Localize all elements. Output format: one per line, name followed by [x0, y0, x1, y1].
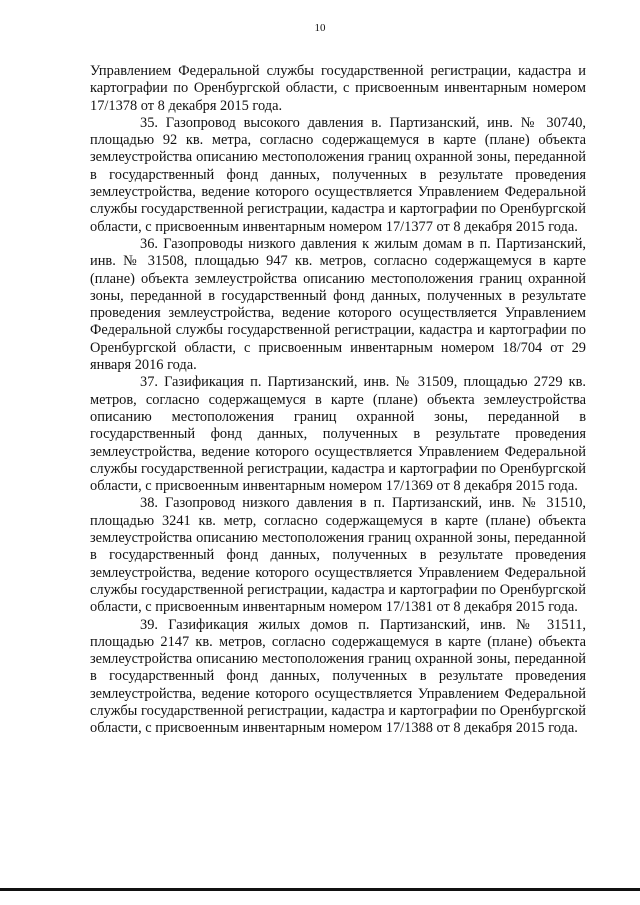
- paragraph-36: 36. Газопроводы низкого давления к жилым домам в п. Партизанский, инв. № 31508, площадью 947 кв. метров, согласно содержащемуся в карте (плане) объекта землеустройства описанию местоположения границ охранной зоны, переданной в государственный фонд данных, полученных в результате проведения землеустройства, ведение которого осуществляется Управлением Федеральной службы государственной регистрации, кадастра и картографии по Оренбургской области, с присвоенным инвентарным номером 18/704 от 29 января 2016 года.: [90, 235, 586, 374]
- paragraph-39: 39. Газификация жилых домов п. Партизанский, инв. № 31511, площадью 2147 кв. метров, согласно содержащемуся в карте (плане) объекта землеустройства описанию местоположения границ охранной зоны, переданной в государственный фонд данных, полученных в результате проведения землеустройства, ведение которого осуществляется Управлением Федеральной службы государственной регистрации, кадастра и картографии по Оренбургской области, с присвоенным инвентарным номером 17/1388 от 8 декабря 2015 года.: [90, 616, 586, 737]
- bottom-border-line: [0, 888, 640, 891]
- paragraph-continuation: Управлением Федеральной службы государственной регистрации, кадастра и картографии по Оренбургской области, с присвоенным инвентарным номером 17/1378 от 8 декабря 2015 года.: [90, 63, 586, 114]
- page-number: 10: [314, 22, 326, 34]
- paragraph-35: 35. Газопровод высокого давления в. Партизанский, инв. № 30740, площадью 92 кв. метра, согласно содержащемуся в карте (плане) объекта землеустройства описанию местоположения границ охранной зоны, переданной в государственный фонд данных, полученных в результате проведения землеустройства, ведение которого осуществляется Управлением Федеральной службы государственной регистрации, кадастра и картографии по Оренбургской области, с присвоенным инвентарным номером 17/1377 от 8 декабря 2015 года.: [90, 114, 586, 235]
- paragraph-37: 37. Газификация п. Партизанский, инв. № 31509, площадью 2729 кв. метров, согласно содержащемуся в карте (плане) объекта землеустройства описанию местоположения границ охранной зоны, переданной в государственный фонд данных, полученных в результате проведения землеустройства, ведение которого осуществляется Управлением Федеральной службы государственной регистрации, кадастра и картографии по Оренбургской области, с присвоенным инвентарным номером 17/1369 от 8 декабря 2015 года.: [90, 374, 586, 495]
- document-body: [90, 63, 586, 738]
- paragraph-38: 38. Газопровод низкого давления в п. Партизанский, инв. № 31510, площадью 3241 кв. метр, согласно содержащемуся в карте (плане) объекта землеустройства описанию местоположения границ охранной зоны, переданной в государственный фонд данных, полученных в результате проведения землеустройства, ведение которого осуществляется Управлением Федеральной службы государственной регистрации, кадастра и картографии по Оренбургской области, с присвоенным инвентарным номером 17/1381 от 8 декабря 2015 года.: [90, 495, 586, 616]
